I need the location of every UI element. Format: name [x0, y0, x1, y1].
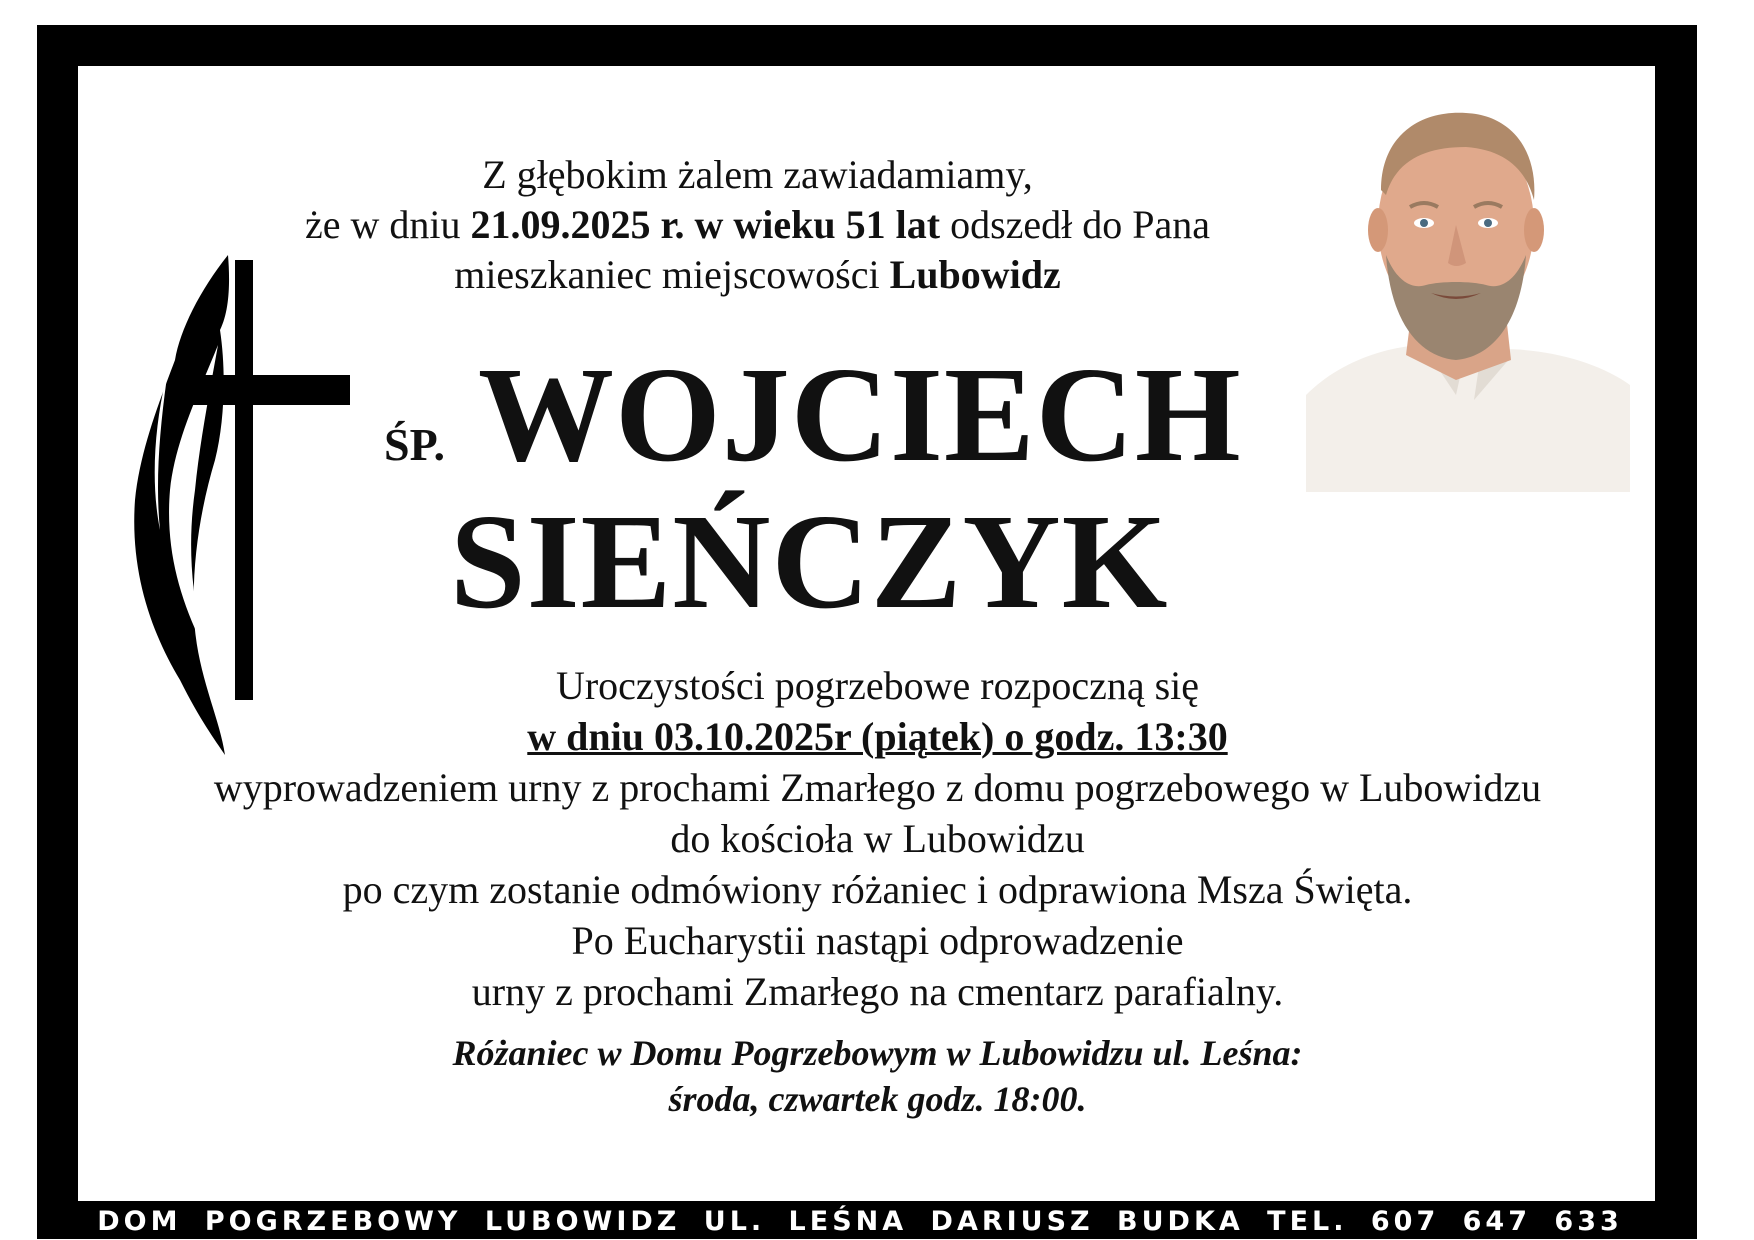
ceremony-date: w dniu 03.10.2025r (piątek) o godz. 13:30 [527, 714, 1228, 759]
intro-line-1: Z głębokim żalem zawiadamiamy, [482, 152, 1033, 197]
rosary-info [90, 1030, 1665, 1122]
ceremony-details [90, 660, 1665, 1017]
intro-text [190, 150, 1325, 300]
ceremony-line-4: do kościoła w Lubowidzu [670, 816, 1085, 861]
ceremony-line-3: wyprowadzeniem urny z prochami Zmarłego z domu pogrzebowego w Lubowidzu [213, 765, 1542, 810]
sp-prefix: ŚP. [384, 419, 445, 470]
intro-line-3-pre: mieszkaniec miejscowości [454, 252, 890, 297]
rosary-line-1: Różaniec w Domu Pogrzebowym w Lubowidzu ul. Leśna: [452, 1033, 1303, 1073]
death-date-age: 21.09.2025 r. w wieku 51 lat [470, 202, 941, 247]
funeral-home-footer: DOM POGRZEBOWY LUBOWIDZ UL. LEŚNA DARIUSZ BUDKA TEL. 607 647 633 [97, 1206, 1623, 1237]
intro-line-2-pre: że w dniu [304, 202, 471, 247]
ceremony-line-5: po czym zostanie odmówiony różaniec i odprawiona Msza Święta. [342, 867, 1413, 912]
ceremony-line-6: Po Eucharystii nastąpi odprowadzenie [571, 918, 1184, 963]
intro-line-2 [190, 200, 1325, 250]
ceremony-line-7: urny z prochami Zmarłego na cmentarz parafialny. [471, 969, 1284, 1014]
deceased-first-name: WOJCIECH [478, 340, 1242, 490]
rosary-line-2: środa, czwartek godz. 18:00. [668, 1079, 1087, 1119]
ceremony-line-1: Uroczystości pogrzebowe rozpoczną się [555, 663, 1200, 708]
intro-line-3 [190, 250, 1325, 300]
portrait-photo [1306, 95, 1630, 492]
residence-place: Lubowidz [889, 252, 1061, 297]
deceased-last-name: SIEŃCZYK [450, 487, 1169, 637]
intro-line-2-post: odszedł do Pana [940, 202, 1211, 247]
